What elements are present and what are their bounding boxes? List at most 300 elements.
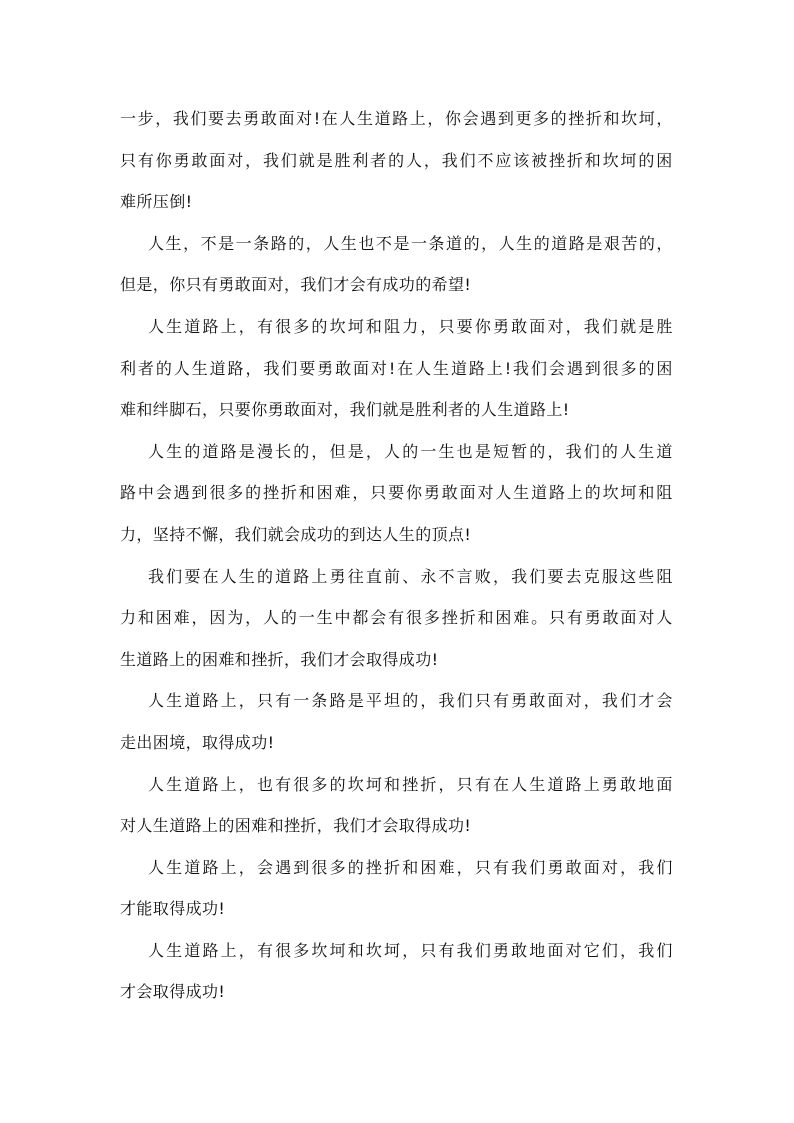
text-glyph: 勇 bbox=[492, 940, 510, 960]
text-glyph: 对 bbox=[601, 857, 619, 877]
text-glyph: 中 bbox=[334, 608, 351, 628]
text-glyph: 挫 bbox=[568, 109, 585, 128]
text-glyph: 要 bbox=[456, 316, 474, 336]
text-glyph: 人 bbox=[148, 940, 165, 960]
text-glyph: 些 bbox=[638, 566, 655, 586]
text-line bbox=[120, 227, 673, 269]
text-glyph: 很 bbox=[293, 774, 310, 794]
text-glyph: 面 bbox=[278, 109, 295, 128]
text-glyph: 会 bbox=[548, 358, 566, 378]
text-glyph: 人 bbox=[339, 109, 356, 128]
text-glyph: 这 bbox=[620, 566, 637, 586]
text-glyph: ， bbox=[238, 316, 256, 336]
text-glyph: 挫 bbox=[549, 150, 566, 170]
text-glyph: 人 bbox=[495, 483, 512, 503]
text-glyph: 因 bbox=[209, 608, 226, 628]
text-glyph: 对 bbox=[227, 150, 244, 170]
text-glyph: 遇 bbox=[173, 483, 191, 503]
text-glyph: 面 bbox=[209, 150, 226, 170]
text-glyph: 要 bbox=[547, 566, 564, 586]
text-glyph: 敢 bbox=[335, 358, 352, 378]
text-glyph: 胜 bbox=[656, 316, 673, 336]
text-glyph: 勇 bbox=[423, 483, 441, 503]
text-glyph: 道 bbox=[184, 774, 201, 794]
text-glyph: 更 bbox=[515, 109, 532, 128]
text-glyph: 勇 bbox=[601, 774, 619, 794]
text-glyph: 道 bbox=[531, 483, 548, 503]
text-glyph: 难 bbox=[173, 608, 191, 628]
text-glyph: 是 bbox=[586, 233, 603, 253]
text-glyph: 面 bbox=[547, 691, 564, 711]
text-glyph: 们 bbox=[474, 940, 492, 960]
text-glyph: 者 bbox=[137, 358, 155, 378]
text-glyph: 生 bbox=[529, 774, 546, 794]
text-glyph: 难 bbox=[334, 483, 351, 503]
text-glyph: 路 bbox=[270, 233, 288, 253]
text-glyph: 道 bbox=[374, 109, 391, 128]
text-glyph: 有 bbox=[492, 857, 510, 877]
text-glyph: 我 bbox=[511, 857, 528, 877]
text-glyph: 很 bbox=[275, 940, 292, 960]
text-line: 对人生道路上的困难和挫折，我们才会取得成功! bbox=[120, 816, 472, 836]
text-glyph: 面 bbox=[620, 608, 637, 628]
text-glyph: 的 bbox=[463, 233, 480, 253]
text-glyph: 的 bbox=[533, 233, 551, 253]
text-glyph: ， bbox=[547, 441, 564, 461]
text-glyph: ， bbox=[183, 233, 200, 253]
text-glyph: 路 bbox=[202, 940, 219, 960]
text-glyph: 勇 bbox=[243, 109, 260, 128]
text-glyph: 的 bbox=[601, 441, 619, 461]
text-glyph: 阻 bbox=[656, 483, 673, 503]
text-glyph: 生 bbox=[166, 774, 183, 794]
text-glyph: 条 bbox=[311, 691, 328, 711]
text-glyph: 我 bbox=[441, 150, 459, 170]
text-glyph: 遇 bbox=[480, 109, 497, 128]
text-glyph: 才 bbox=[638, 691, 655, 711]
text-line bbox=[120, 352, 673, 394]
text-glyph: 敢 bbox=[602, 608, 620, 628]
text-glyph: 坎 bbox=[311, 940, 328, 960]
text-glyph: 遇 bbox=[275, 857, 292, 877]
text-glyph: 面 bbox=[547, 940, 564, 960]
text-glyph: 路 bbox=[202, 316, 219, 336]
text-glyph: 坎 bbox=[365, 940, 383, 960]
text-glyph: 和 bbox=[365, 316, 383, 336]
text-line: 生道路上的困难和挫折，我们才会取得成功! bbox=[120, 649, 439, 669]
text-glyph: ， bbox=[352, 483, 369, 503]
text-glyph: 坷 bbox=[365, 774, 383, 794]
text-glyph: 有 bbox=[492, 691, 510, 711]
text-glyph: 敢 bbox=[441, 483, 459, 503]
text-glyph: 难 bbox=[438, 857, 455, 877]
text-glyph: 生 bbox=[191, 358, 209, 378]
text-glyph: 人 bbox=[148, 774, 165, 794]
text-glyph: ! bbox=[388, 358, 396, 378]
text-glyph: 路 bbox=[293, 566, 310, 586]
text-glyph: 坷 bbox=[329, 940, 346, 960]
text-glyph: 是 bbox=[347, 441, 365, 461]
text-glyph: 生 bbox=[638, 441, 655, 461]
text-glyph: 面 bbox=[459, 483, 477, 503]
text-glyph: ， bbox=[656, 233, 673, 253]
text-glyph: 阻 bbox=[384, 316, 401, 336]
text-glyph: 是 bbox=[474, 441, 492, 461]
text-glyph: ! bbox=[504, 358, 512, 378]
text-glyph: 一 bbox=[420, 441, 437, 461]
text-line: 难和绊脚石，只要你勇敢面对，我们就是胜利者的人生道路上! bbox=[120, 400, 570, 420]
text-glyph: ! bbox=[313, 109, 321, 128]
text-glyph: 的 bbox=[402, 691, 419, 711]
text-glyph: 应 bbox=[495, 150, 512, 170]
text-glyph: 道 bbox=[209, 358, 227, 378]
text-glyph: 敢 bbox=[529, 691, 546, 711]
text-glyph: 生 bbox=[513, 483, 530, 503]
text-glyph: 前 bbox=[384, 566, 401, 586]
text-glyph: 会 bbox=[256, 857, 274, 877]
text-glyph: 不 bbox=[477, 150, 494, 170]
text-glyph: 是 bbox=[347, 691, 365, 711]
text-glyph: 路 bbox=[202, 857, 219, 877]
text-glyph: 路 bbox=[549, 483, 566, 503]
text-glyph: 不 bbox=[438, 566, 455, 586]
text-glyph: 坎 bbox=[329, 316, 346, 336]
text-glyph: 对 bbox=[296, 109, 313, 128]
text-glyph: 勇 bbox=[317, 358, 334, 378]
text-glyph: 是 bbox=[316, 150, 334, 170]
text-glyph: 对 bbox=[477, 483, 494, 503]
text-glyph: 上 bbox=[220, 940, 238, 960]
text-glyph: 生 bbox=[316, 608, 334, 628]
text-glyph: 阻 bbox=[656, 566, 673, 586]
text-glyph: 在 bbox=[492, 774, 510, 794]
text-glyph: 你 bbox=[155, 150, 173, 170]
text-glyph: 坷 bbox=[620, 150, 637, 170]
text-glyph: 很 bbox=[602, 358, 620, 378]
text-glyph: 人 bbox=[415, 358, 432, 378]
text-glyph: 我 bbox=[511, 566, 528, 586]
text-line: 才能取得成功! bbox=[120, 899, 226, 919]
text-glyph: 只 bbox=[438, 316, 455, 336]
text-glyph: 上 bbox=[583, 774, 601, 794]
text-glyph: 折 bbox=[384, 857, 401, 877]
text-glyph: ， bbox=[420, 691, 437, 711]
text-glyph: 面 bbox=[656, 774, 673, 794]
text-glyph: 和 bbox=[603, 109, 620, 128]
text-glyph: 们 bbox=[166, 566, 183, 586]
text-glyph: 多 bbox=[423, 608, 441, 628]
text-glyph: 对 bbox=[565, 940, 582, 960]
text-glyph: 生 bbox=[166, 857, 183, 877]
text-glyph: 面 bbox=[529, 316, 546, 336]
text-glyph: 折 bbox=[420, 774, 437, 794]
text-glyph: ， bbox=[481, 233, 498, 253]
text-line bbox=[120, 684, 673, 726]
text-glyph: 我 bbox=[263, 358, 280, 378]
text-glyph: 利 bbox=[352, 150, 369, 170]
text-glyph: ， bbox=[311, 441, 328, 461]
text-glyph: 困 bbox=[316, 483, 334, 503]
text-glyph: 的 bbox=[638, 150, 655, 170]
text-line bbox=[120, 102, 673, 144]
text-glyph: 道 bbox=[184, 691, 201, 711]
text-glyph: 往 bbox=[347, 566, 365, 586]
text-glyph: 们 bbox=[456, 691, 474, 711]
text-glyph: 地 bbox=[638, 774, 655, 794]
text-glyph: 去 bbox=[225, 109, 243, 128]
text-glyph: 只 bbox=[256, 691, 274, 711]
text-glyph: 你 bbox=[474, 316, 492, 336]
text-glyph: 平 bbox=[365, 691, 383, 711]
text-glyph: 要 bbox=[208, 109, 225, 128]
text-glyph: 步 bbox=[137, 109, 155, 128]
text-glyph: 敢 bbox=[260, 109, 278, 128]
text-glyph: 、 bbox=[402, 566, 419, 586]
text-glyph: 人 bbox=[148, 233, 165, 253]
text-glyph: 上 bbox=[486, 358, 504, 378]
text-glyph: 很 bbox=[209, 483, 226, 503]
text-glyph: 生 bbox=[356, 109, 374, 128]
text-glyph: 困 bbox=[656, 358, 673, 378]
text-glyph: 不 bbox=[375, 233, 393, 253]
text-glyph: 坷 bbox=[347, 316, 365, 336]
text-line bbox=[120, 560, 673, 602]
text-glyph: 的 bbox=[329, 774, 346, 794]
text-glyph: ， bbox=[245, 608, 262, 628]
text-glyph: 坷 bbox=[384, 940, 401, 960]
text-glyph: ， bbox=[492, 566, 510, 586]
text-glyph: ， bbox=[305, 233, 323, 253]
text-glyph: 和 bbox=[347, 940, 365, 960]
text-glyph: 中 bbox=[137, 483, 155, 503]
text-glyph: 遇 bbox=[566, 358, 584, 378]
text-glyph: 上 bbox=[220, 316, 238, 336]
text-glyph: 们 bbox=[530, 358, 548, 378]
text-glyph: ， bbox=[423, 150, 441, 170]
text-glyph: 胜 bbox=[334, 150, 351, 170]
text-glyph: ， bbox=[238, 940, 256, 960]
text-glyph: 上 bbox=[409, 109, 427, 128]
text-glyph: 上 bbox=[311, 566, 328, 586]
text-glyph: 多 bbox=[227, 483, 244, 503]
text-line bbox=[120, 435, 673, 477]
text-glyph: 到 bbox=[497, 109, 515, 128]
text-line bbox=[120, 601, 673, 643]
text-glyph: ， bbox=[620, 940, 637, 960]
text-glyph: 的 bbox=[311, 316, 328, 336]
text-glyph: 有 bbox=[256, 316, 274, 336]
text-glyph: 多 bbox=[311, 774, 328, 794]
text-glyph: 的 bbox=[256, 566, 274, 586]
text-glyph: 会 bbox=[462, 109, 480, 128]
text-glyph: 有 bbox=[388, 608, 405, 628]
text-glyph: 艰 bbox=[603, 233, 621, 253]
text-glyph: 敢 bbox=[620, 774, 637, 794]
text-glyph: 但 bbox=[329, 441, 346, 461]
text-glyph: 的 bbox=[638, 358, 655, 378]
text-glyph: 是 bbox=[238, 441, 256, 461]
text-glyph: 的 bbox=[402, 441, 419, 461]
text-glyph: ， bbox=[155, 109, 172, 128]
text-glyph: 者 bbox=[370, 150, 387, 170]
text-glyph: ， bbox=[620, 857, 637, 877]
text-glyph: 困 bbox=[155, 608, 173, 628]
text-glyph: ， bbox=[656, 109, 673, 128]
text-line bbox=[120, 144, 673, 186]
text-glyph: 坎 bbox=[621, 109, 638, 128]
text-glyph: 勇 bbox=[511, 691, 528, 711]
text-glyph: 很 bbox=[311, 857, 328, 877]
text-glyph: ， bbox=[565, 316, 582, 336]
text-glyph: 们 bbox=[601, 940, 619, 960]
text-glyph: 们 bbox=[529, 566, 546, 586]
text-glyph: 生 bbox=[165, 233, 182, 253]
text-glyph: 会 bbox=[656, 691, 673, 711]
text-glyph: 对 bbox=[638, 608, 655, 628]
text-glyph: 它 bbox=[583, 940, 601, 960]
text-glyph: 的 bbox=[293, 441, 310, 461]
text-glyph: 道 bbox=[450, 358, 468, 378]
text-glyph: 们 bbox=[190, 109, 207, 128]
text-glyph: 路 bbox=[468, 358, 486, 378]
text-glyph: 路 bbox=[120, 483, 137, 503]
text-glyph: 我 bbox=[583, 316, 601, 336]
text-glyph: 折 bbox=[566, 150, 584, 170]
text-glyph: 道 bbox=[446, 233, 463, 253]
text-glyph: 们 bbox=[656, 940, 673, 960]
text-line: 但是，你只有勇敢面对，我们才会有成功的希望! bbox=[120, 275, 472, 295]
text-glyph: 生 bbox=[516, 233, 533, 253]
text-glyph: 败 bbox=[474, 566, 492, 586]
text-glyph: 多 bbox=[293, 940, 310, 960]
text-glyph: 我 bbox=[148, 566, 165, 586]
text-glyph: 生 bbox=[166, 316, 183, 336]
text-glyph: 要 bbox=[388, 483, 405, 503]
text-glyph: 挫 bbox=[263, 483, 280, 503]
text-glyph: 道 bbox=[202, 441, 219, 461]
text-glyph: 挫 bbox=[402, 774, 419, 794]
text-glyph: 的 bbox=[388, 150, 405, 170]
text-glyph: 的 bbox=[550, 109, 568, 128]
text-glyph: 克 bbox=[583, 566, 601, 586]
text-line bbox=[120, 768, 673, 810]
text-glyph: 多 bbox=[329, 857, 346, 877]
text-glyph: 我 bbox=[513, 358, 530, 378]
text-glyph: 条 bbox=[428, 233, 445, 253]
text-glyph: 折 bbox=[280, 483, 298, 503]
text-glyph: 路 bbox=[202, 691, 219, 711]
text-glyph: 们 bbox=[601, 316, 619, 336]
text-glyph: 你 bbox=[406, 483, 423, 503]
text-glyph: 人 bbox=[148, 691, 165, 711]
text-glyph: 路 bbox=[329, 691, 346, 711]
text-glyph: 你 bbox=[445, 109, 462, 128]
text-glyph: 人 bbox=[620, 441, 637, 461]
text-glyph: 只 bbox=[549, 608, 566, 628]
text-glyph: 一 bbox=[298, 608, 316, 628]
text-glyph: 勇 bbox=[173, 150, 191, 170]
text-glyph: 路 bbox=[227, 358, 244, 378]
text-glyph: 人 bbox=[148, 857, 165, 877]
text-glyph: 生 bbox=[166, 691, 183, 711]
text-glyph: 人 bbox=[263, 608, 280, 628]
text-glyph: 我 bbox=[601, 691, 619, 711]
text-glyph: 。 bbox=[531, 608, 548, 628]
text-glyph: 到 bbox=[191, 483, 208, 503]
text-glyph: 上 bbox=[566, 483, 584, 503]
text-glyph: 是 bbox=[638, 316, 655, 336]
text-glyph: 敢 bbox=[565, 857, 582, 877]
text-glyph: 坦 bbox=[384, 691, 401, 711]
text-glyph: 道 bbox=[184, 857, 201, 877]
text-glyph: 要 bbox=[184, 566, 201, 586]
text-glyph: 地 bbox=[529, 940, 546, 960]
text-glyph: 的 bbox=[288, 233, 305, 253]
text-line bbox=[120, 934, 673, 976]
text-glyph: 路 bbox=[568, 233, 586, 253]
text-glyph: 到 bbox=[293, 857, 310, 877]
text-glyph: 坎 bbox=[602, 483, 620, 503]
text-glyph: 人 bbox=[173, 358, 191, 378]
text-glyph: 对 bbox=[565, 691, 582, 711]
text-glyph: 多 bbox=[533, 109, 550, 128]
text-glyph: 的 bbox=[245, 483, 262, 503]
text-glyph: 言 bbox=[456, 566, 474, 586]
text-glyph: 我 bbox=[438, 691, 455, 711]
text-glyph: 挫 bbox=[365, 857, 383, 877]
text-glyph: 和 bbox=[402, 857, 419, 877]
text-glyph: 在 bbox=[397, 358, 414, 378]
text-glyph: 敢 bbox=[191, 150, 208, 170]
text-glyph: 和 bbox=[384, 774, 401, 794]
text-glyph: 很 bbox=[275, 316, 292, 336]
text-glyph: 道 bbox=[551, 233, 568, 253]
text-glyph: 生 bbox=[238, 566, 256, 586]
text-glyph: ， bbox=[365, 441, 383, 461]
text-glyph: 的 bbox=[184, 441, 201, 461]
text-glyph: 人 bbox=[323, 233, 340, 253]
text-glyph: 困 bbox=[495, 608, 512, 628]
text-glyph: 难 bbox=[513, 608, 530, 628]
text-glyph: 一 bbox=[235, 233, 253, 253]
text-glyph: 人 bbox=[656, 608, 673, 628]
document-body bbox=[120, 102, 673, 1017]
text-glyph: 的 bbox=[529, 441, 546, 461]
text-glyph: ， bbox=[427, 109, 444, 128]
text-glyph: 勇 bbox=[584, 608, 602, 628]
text-glyph: 永 bbox=[420, 566, 437, 586]
text-glyph: 在 bbox=[321, 109, 339, 128]
text-glyph: ， bbox=[238, 857, 256, 877]
text-glyph: 坷 bbox=[638, 109, 656, 128]
text-glyph: 对 bbox=[370, 358, 388, 378]
text-glyph: 是 bbox=[218, 233, 235, 253]
text-glyph: ， bbox=[438, 774, 455, 794]
text-glyph: 有 bbox=[275, 774, 292, 794]
text-glyph: 上 bbox=[220, 857, 238, 877]
text-glyph: 和 bbox=[638, 483, 655, 503]
text-glyph: 面 bbox=[583, 857, 601, 877]
text-glyph: ， bbox=[245, 150, 262, 170]
text-glyph: 们 bbox=[583, 441, 601, 461]
text-glyph: 条 bbox=[253, 233, 270, 253]
text-glyph: 只 bbox=[370, 483, 387, 503]
text-glyph: 为 bbox=[227, 608, 244, 628]
text-glyph: 苦 bbox=[621, 233, 638, 253]
text-line bbox=[120, 476, 673, 518]
text-glyph: 坎 bbox=[347, 774, 365, 794]
text-glyph: 勇 bbox=[492, 316, 510, 336]
